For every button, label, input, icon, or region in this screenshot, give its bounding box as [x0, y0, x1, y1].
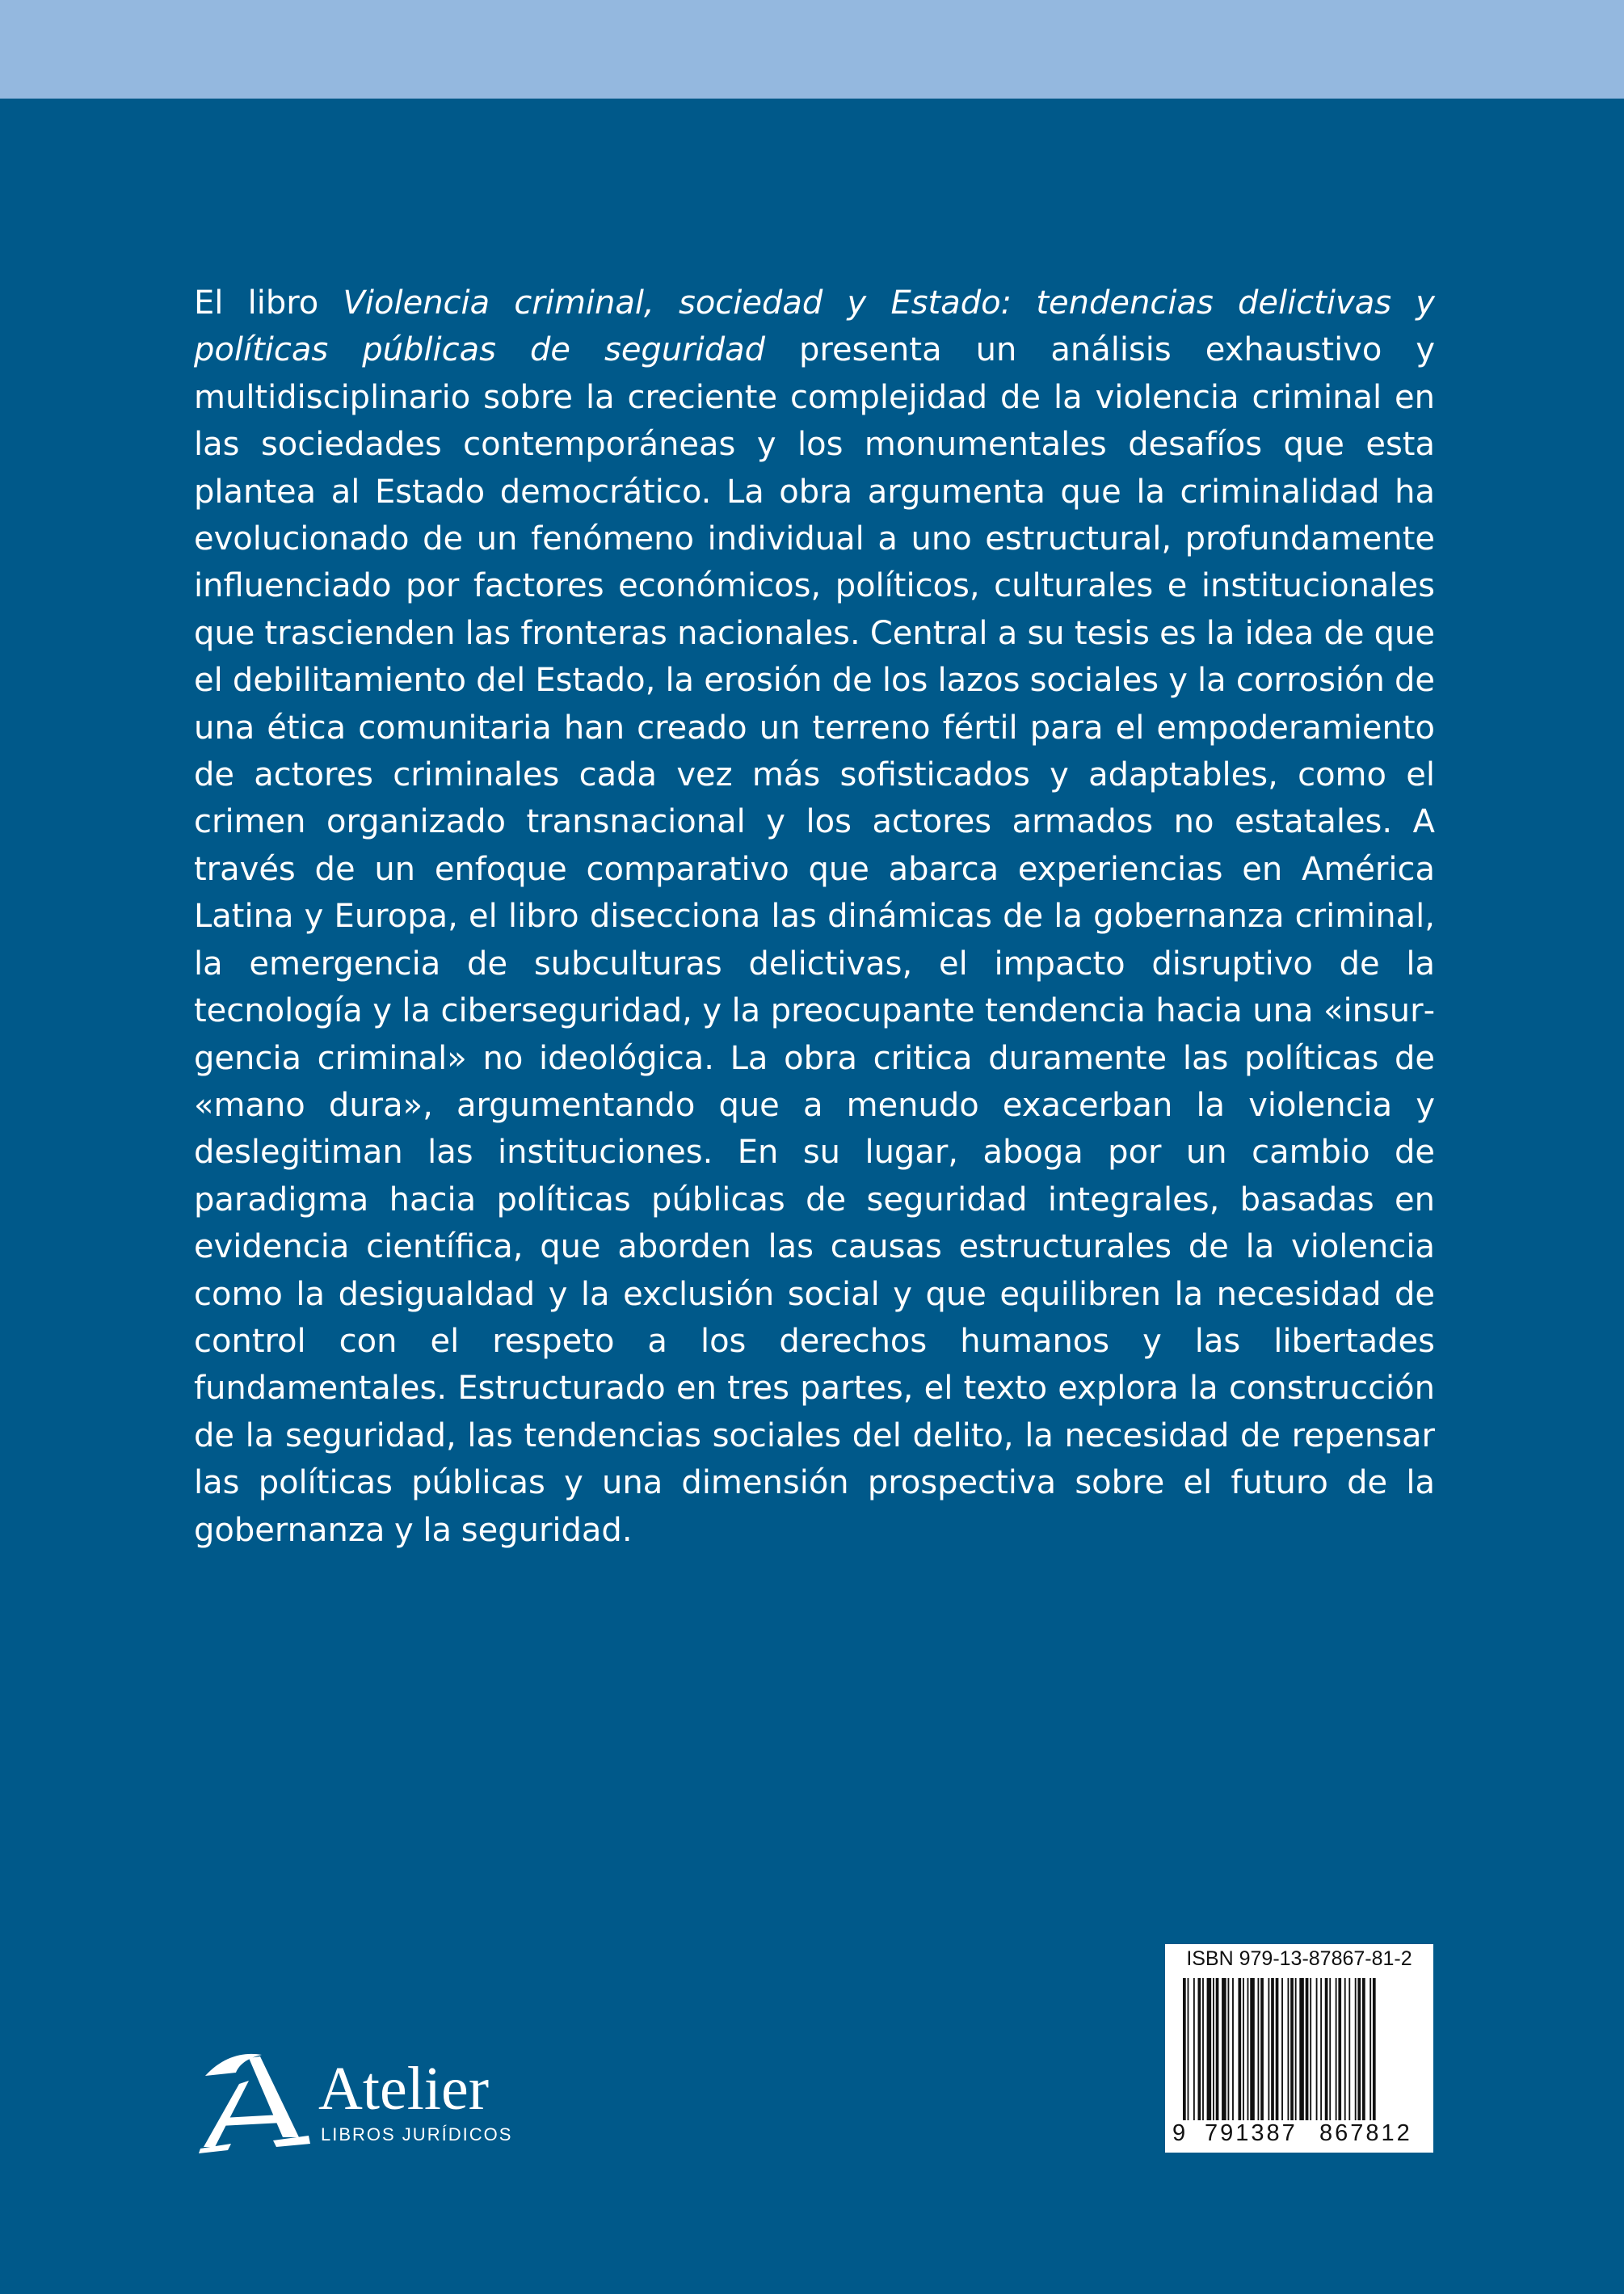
- barcode-bar: [1228, 1978, 1230, 2120]
- atelier-logo-icon: [199, 2040, 312, 2153]
- barcode-bar: [1348, 1978, 1350, 2120]
- barcode-bar: [1306, 1978, 1309, 2120]
- isbn-digits-right: 867812: [1317, 2120, 1415, 2147]
- barcode-bar: [1243, 1978, 1244, 2120]
- barcode-bar: [1325, 1978, 1328, 2120]
- barcode-bars: [1183, 1978, 1417, 2120]
- barcode-bar: [1207, 1978, 1212, 2120]
- barcode-bar: [1362, 1978, 1365, 2120]
- barcode-bar: [1355, 1978, 1357, 2120]
- barcode-bar: [1258, 1978, 1260, 2120]
- barcode-bar: [1316, 1978, 1318, 2120]
- barcode-bar: [1260, 1978, 1264, 2120]
- barcode-bar: [1288, 1978, 1290, 2120]
- isbn-label: ISBN 979-13-87867-81-2: [1186, 1947, 1412, 1970]
- barcode-bar: [1193, 1978, 1195, 2120]
- barcode-bar: [1188, 1978, 1189, 2120]
- barcode-bar: [1369, 1978, 1371, 2120]
- barcode-bar: [1299, 1978, 1304, 2120]
- barcode-bar: [1271, 1978, 1274, 2120]
- barcode-bar: [1357, 1978, 1361, 2120]
- barcode-bar: [1295, 1978, 1297, 2120]
- barcode-bar: [1268, 1978, 1269, 2120]
- isbn-digits: [1170, 2120, 1430, 2148]
- barcode-bar: [1320, 1978, 1322, 2120]
- barcode-bar: [1276, 1978, 1279, 2120]
- barcode-bar: [1338, 1978, 1341, 2120]
- isbn-digits-left: 791387: [1202, 2120, 1300, 2147]
- back-cover-blurb: [194, 280, 1435, 1554]
- barcode-bar: [1281, 1978, 1283, 2120]
- blurb-body: presenta un análisis exhaustivo y multidisciplinario sobre la creciente complejidad de la violencia criminal en las sociedades contemporáneas y los monumentales desafíos que esta plantea al Estado democrático. La obra argumenta que la criminalidad ha evolucionado de un fenómeno individual a uno estructural, profundamente influenciado por factores económicos, políticos, culturales e institucionales que trascienden las fronteras nacionales. Central a su tesis es la idea de que el debilitamiento del Estado, la erosión de los lazos sociales y la corrosión de una ética comunitaria han creado un terreno fértil para el empoderamiento de actores criminales cada vez más sofisticados y adaptables, como el crimen organizado transnacional y los actores armados no estatales. A través de un enfoque comparativo que abarca experiencias en América Latina y Europa, el libro disecciona las dinámicas de la gobernanza criminal, la emergencia de subculturas delictivas, el impacto disruptivo de la tecnología y la ciberseguridad, y la preocupante tendencia hacia una «insurgencia criminal» no ideológica. La obra critica duramente las políticas de «mano dura», argumentando que a menudo exacerban la violencia y deslegitiman las instituciones. En su lugar, aboga por un cambio de paradigma hacia políticas públicas de seguridad integrales, basadas en evidencia científica, que aborden las causas estructurales de la violencia como la desigualdad y la exclusión social y que equilibren la necesidad de control con el respeto a los derechos humanos y las libertades fundamentales. Estructurado en tres partes, el texto explora la construcción de la seguridad, las tendencias sociales del delito, la necesidad de repensar las políticas públicas y una dimensión prospectiva sobre el futuro de la gobernanza y la seguridad.: [194, 331, 1436, 1549]
- barcode-bar: [1290, 1978, 1294, 2120]
- blurb-book-title: Violencia criminal, sociedad y Estado: tendencias delictivas y políticas públicas de seguridad: [194, 284, 1435, 369]
- barcode-bar: [1344, 1978, 1346, 2120]
- barcode-bar: [1183, 1978, 1186, 2120]
- publisher-name: Atelier: [318, 2055, 490, 2123]
- isbn-digit-first: 9: [1170, 2120, 1188, 2147]
- blurb-lead: El libro: [194, 284, 343, 322]
- barcode-bar: [1329, 1978, 1331, 2120]
- barcode-bar: [1373, 1978, 1376, 2120]
- barcode-bar: [1198, 1978, 1201, 2120]
- barcode-bar: [1202, 1978, 1204, 2120]
- barcode-bar: [1336, 1978, 1337, 2120]
- barcode-bar: [1250, 1978, 1255, 2120]
- publisher-subtitle: LIBROS JURÍDICOS: [321, 2124, 513, 2145]
- barcode-bar: [1222, 1978, 1226, 2120]
- barcode-bar: [1216, 1978, 1219, 2120]
- publisher-logo: [199, 2040, 513, 2153]
- isbn-barcode: [1165, 1944, 1433, 2153]
- barcode-bar: [1310, 1978, 1311, 2120]
- barcode-bar: [1238, 1978, 1241, 2120]
- barcode-bar: [1232, 1978, 1234, 2120]
- barcode-bar: [1247, 1978, 1249, 2120]
- barcode-bar: [1213, 1978, 1214, 2120]
- top-color-band: [0, 0, 1624, 99]
